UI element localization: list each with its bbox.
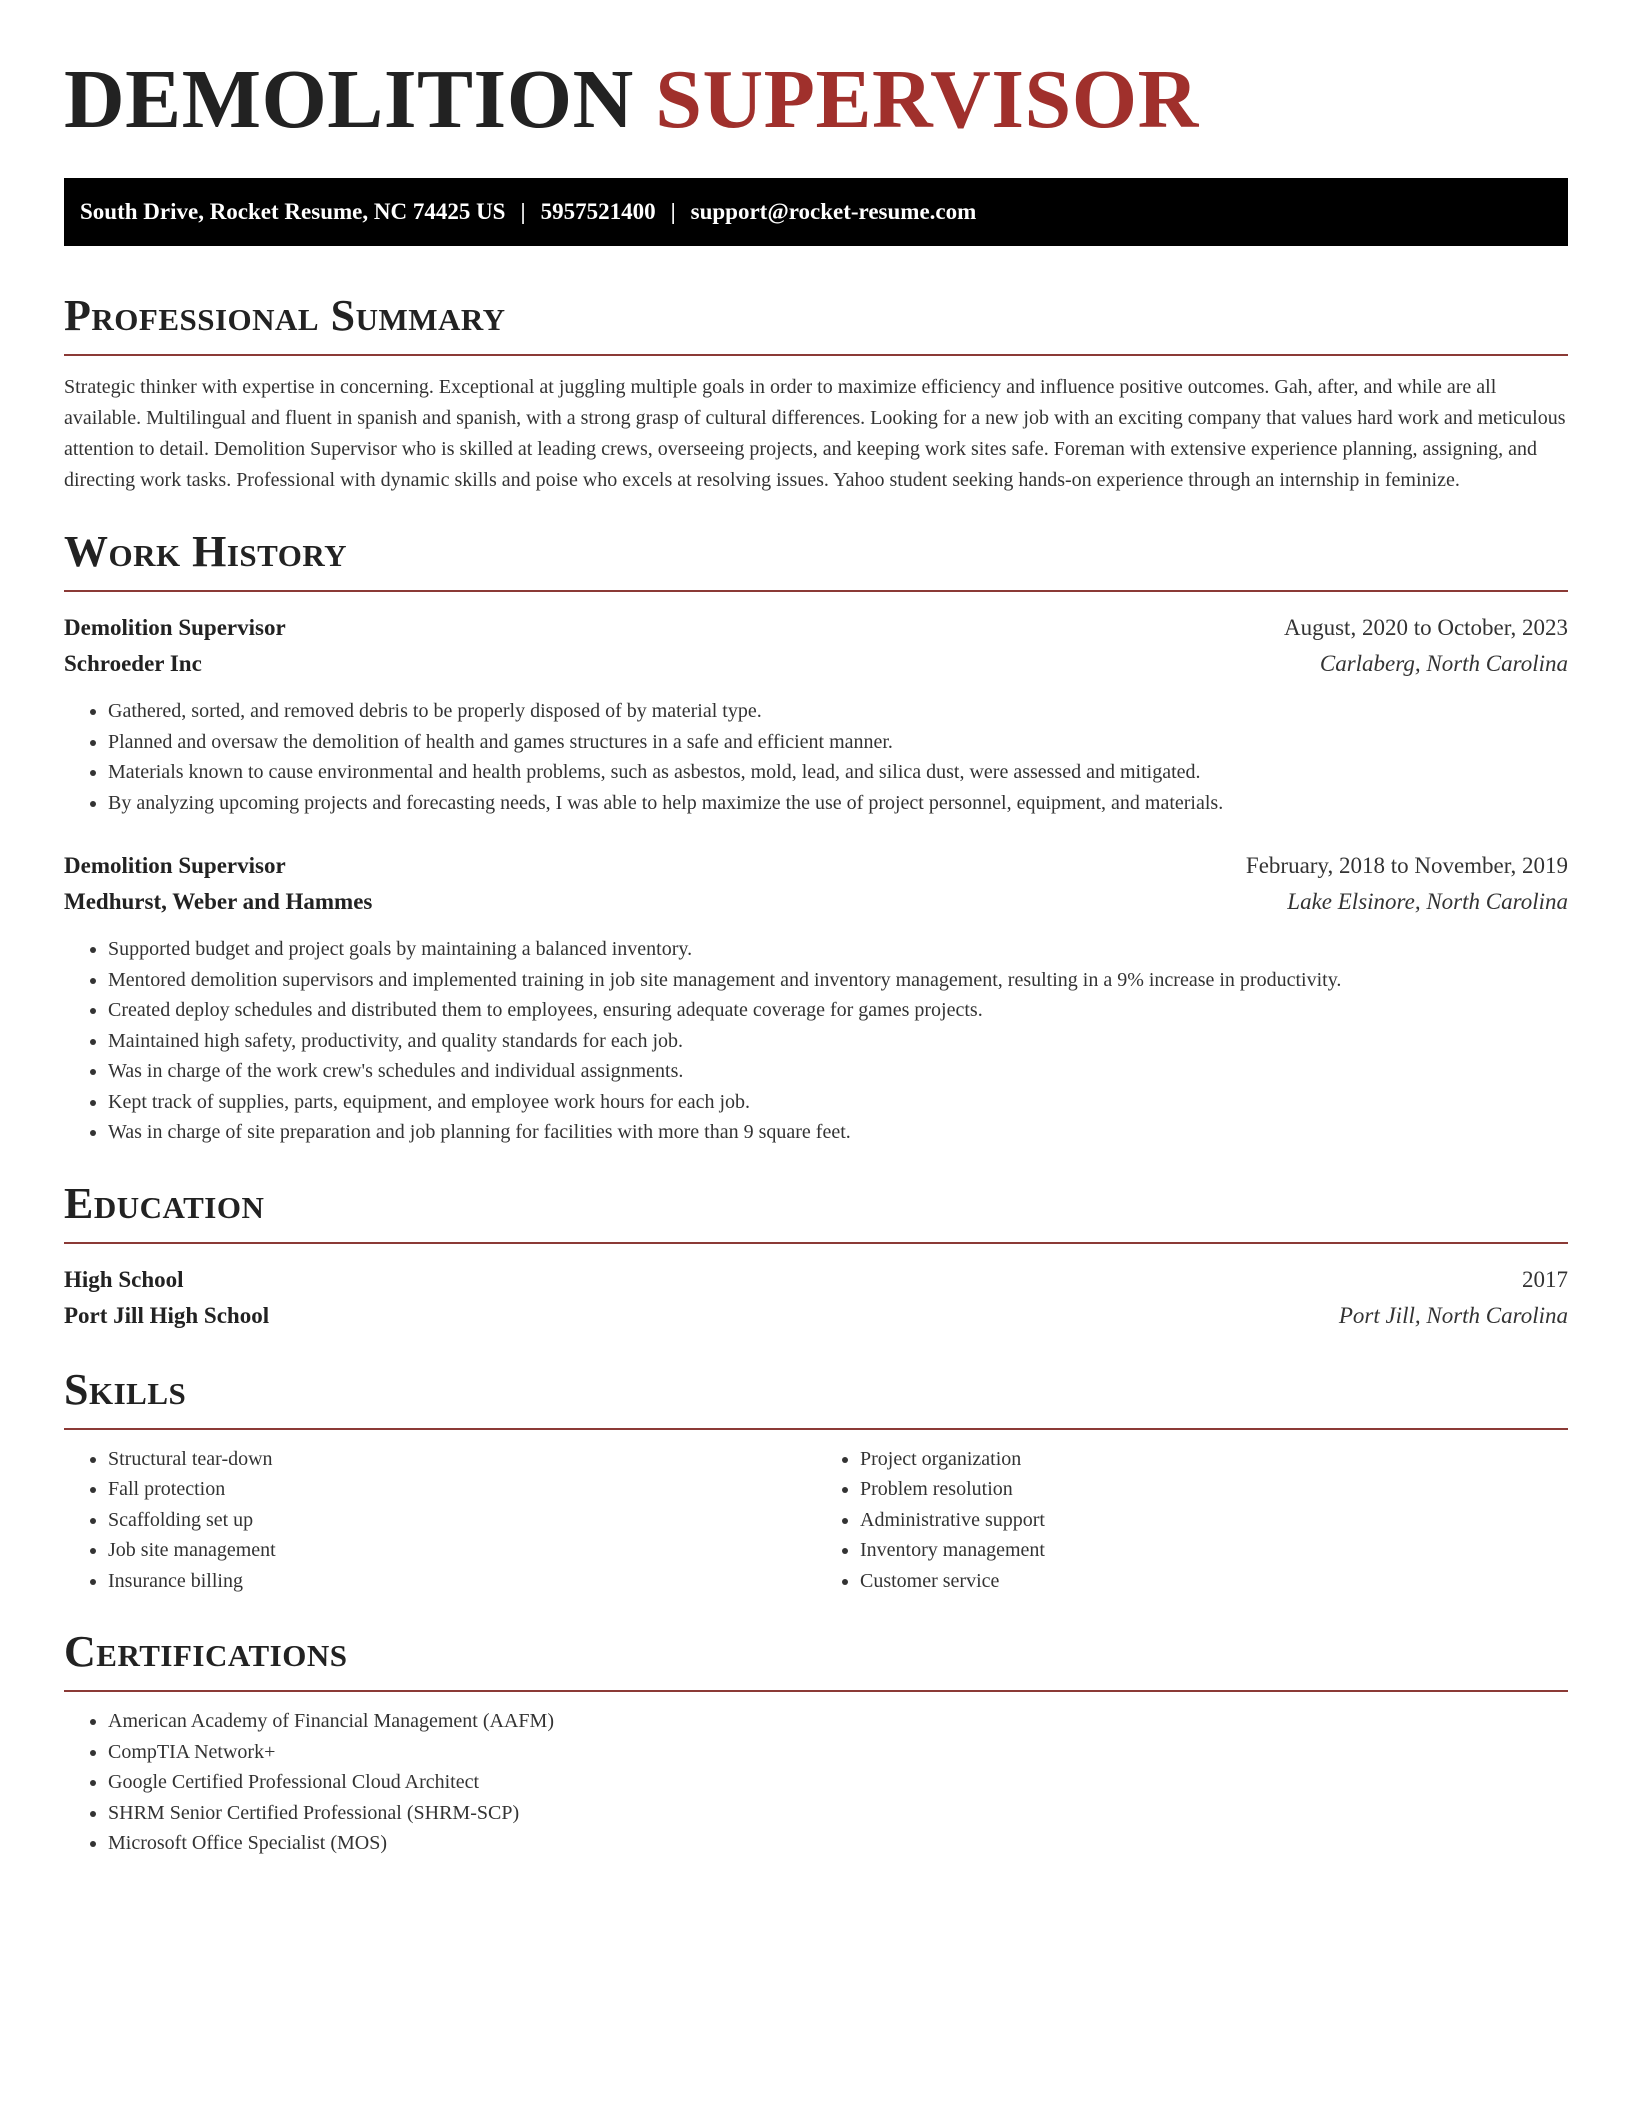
- job-bullet: • Planned and oversaw the demolition of health and games structures in a safe and efficient manner.: [108, 727, 1568, 758]
- skill-item: • Administrative support: [860, 1505, 1568, 1536]
- contact-email: support@rocket-resume.com: [690, 199, 977, 224]
- skill-item: • Scaffolding set up: [108, 1505, 816, 1536]
- contact-separator: |: [670, 199, 676, 224]
- contact-address: South Drive, Rocket Resume, NC 74425 US: [80, 199, 506, 224]
- contact-bar: [64, 178, 1568, 246]
- skill-item: • Customer service: [860, 1566, 1568, 1597]
- job-company-row: [64, 884, 1568, 920]
- job-company-row: [64, 646, 1568, 682]
- section-title-skills: Skills: [64, 1368, 1568, 1430]
- education-header-row: [64, 1262, 1568, 1298]
- job-bullet: • Created deploy schedules and distributed them to employees, ensuring adequate coverage for games projects.: [108, 995, 1568, 1026]
- skill-item: • Insurance billing: [108, 1566, 816, 1597]
- section-title-education: Education: [64, 1182, 1568, 1244]
- job-location: Lake Elsinore, North Carolina: [1287, 889, 1568, 914]
- job-bullet: • Materials known to cause environmental and health problems, such as asbestos, mold, lead, and silica dust, were assessed and mitigated.: [108, 757, 1568, 788]
- job-bullet: • Kept track of supplies, parts, equipment, and employee work hours for each job.: [108, 1087, 1568, 1118]
- education-school: Port Jill High School: [64, 1302, 270, 1328]
- skills-columns: [64, 1444, 1568, 1597]
- work-history-section: [64, 527, 1568, 1148]
- education-school-row: [64, 1298, 1568, 1334]
- job-bullet: • Gathered, sorted, and removed debris to be properly disposed of by material type.: [108, 696, 1568, 727]
- certification-item: • American Academy of Financial Management (AAFM): [108, 1706, 1568, 1737]
- summary-section: [64, 291, 1568, 496]
- skills-column-left: [64, 1444, 816, 1597]
- certifications-list: [64, 1706, 1568, 1859]
- skill-item: • Inventory management: [860, 1535, 1568, 1566]
- skill-item: • Fall protection: [108, 1474, 816, 1505]
- job-position: Demolition Supervisor: [64, 615, 286, 640]
- certification-item: • CompTIA Network+: [108, 1737, 1568, 1768]
- job-bullet: • By analyzing upcoming projects and forecasting needs, I was able to help maximize the use of project personnel, equipment, and materials.: [108, 788, 1568, 819]
- skills-column-right: [816, 1444, 1568, 1597]
- job-bullet-list: [64, 696, 1568, 818]
- job-entry: [64, 848, 1568, 1148]
- job-dates: August, 2020 to October, 2023: [1284, 615, 1568, 640]
- job-header-row: [64, 610, 1568, 646]
- section-title-certifications: Certifications: [64, 1630, 1568, 1692]
- certification-item: • Microsoft Office Specialist (MOS): [108, 1828, 1568, 1859]
- job-header-row: [64, 848, 1568, 884]
- education-section: [64, 1178, 1568, 1334]
- skill-item: • Job site management: [108, 1535, 816, 1566]
- certification-item: • Google Certified Professional Cloud Architect: [108, 1767, 1568, 1798]
- job-location: Carlaberg, North Carolina: [1319, 651, 1568, 676]
- job-company: Schroeder Inc: [64, 651, 202, 676]
- skills-list: [64, 1444, 816, 1597]
- skill-item: • Structural tear-down: [108, 1444, 816, 1475]
- resume-name: [64, 53, 1568, 146]
- skill-item: • Problem resolution: [860, 1474, 1568, 1505]
- name-first: DEMOLITION: [64, 53, 634, 146]
- education-degree: High School: [64, 1266, 184, 1292]
- certification-item: • SHRM Senior Certified Professional (SHRM-SCP): [108, 1798, 1568, 1829]
- job-dates: February, 2018 to November, 2019: [1245, 853, 1568, 878]
- skills-section: [64, 1364, 1568, 1597]
- certifications-section: [64, 1627, 1568, 1859]
- section-title-work-history: Work History: [64, 530, 1568, 592]
- education-year: 2017: [1522, 1266, 1568, 1292]
- job-entry: [64, 610, 1568, 818]
- job-bullet: • Was in charge of the work crew's schedules and individual assignments.: [108, 1056, 1568, 1087]
- job-bullet: • Maintained high safety, productivity, and quality standards for each job.: [108, 1026, 1568, 1057]
- job-bullet-list: [64, 934, 1568, 1148]
- job-bullet: • Supported budget and project goals by maintaining a balanced inventory.: [108, 934, 1568, 965]
- contact-separator: |: [520, 199, 526, 224]
- education-entry: [64, 1262, 1568, 1334]
- name-last: SUPERVISOR: [655, 53, 1199, 146]
- skills-list: [816, 1444, 1568, 1597]
- job-position: Demolition Supervisor: [64, 853, 286, 878]
- education-location: Port Jill, North Carolina: [1338, 1302, 1568, 1328]
- summary-text: Strategic thinker with expertise in concerning. Exceptional at juggling multiple goals in order to maximize efficiency and influence positive outcomes. Gah, after, and while are all available. Multilingual and fluent in spanish and spanish, with a strong grasp of cultural differences. Looking for a new job with an exciting company that values hard work and meticulous attention to detail. Demolition Supervisor who is skilled at leading crews, overseeing projects, and keeping work sites safe. Foreman with extensive experience planning, assigning, and directing work tasks. Professional with dynamic skills and poise who excels at resolving issues. Yahoo student seeking hands-on experience through an internship in feminize.: [64, 376, 1566, 491]
- job-bullet: • Mentored demolition supervisors and implemented training in job site management and inventory management, resulting in a 9% increase in productivity.: [108, 965, 1568, 996]
- job-company: Medhurst, Weber and Hammes: [64, 889, 373, 914]
- skill-item: • Project organization: [860, 1444, 1568, 1475]
- section-title-summary: Professional Summary: [64, 294, 1568, 356]
- job-bullet: • Was in charge of site preparation and job planning for facilities with more than 9 square feet.: [108, 1117, 1568, 1148]
- contact-phone: 5957521400: [540, 199, 656, 224]
